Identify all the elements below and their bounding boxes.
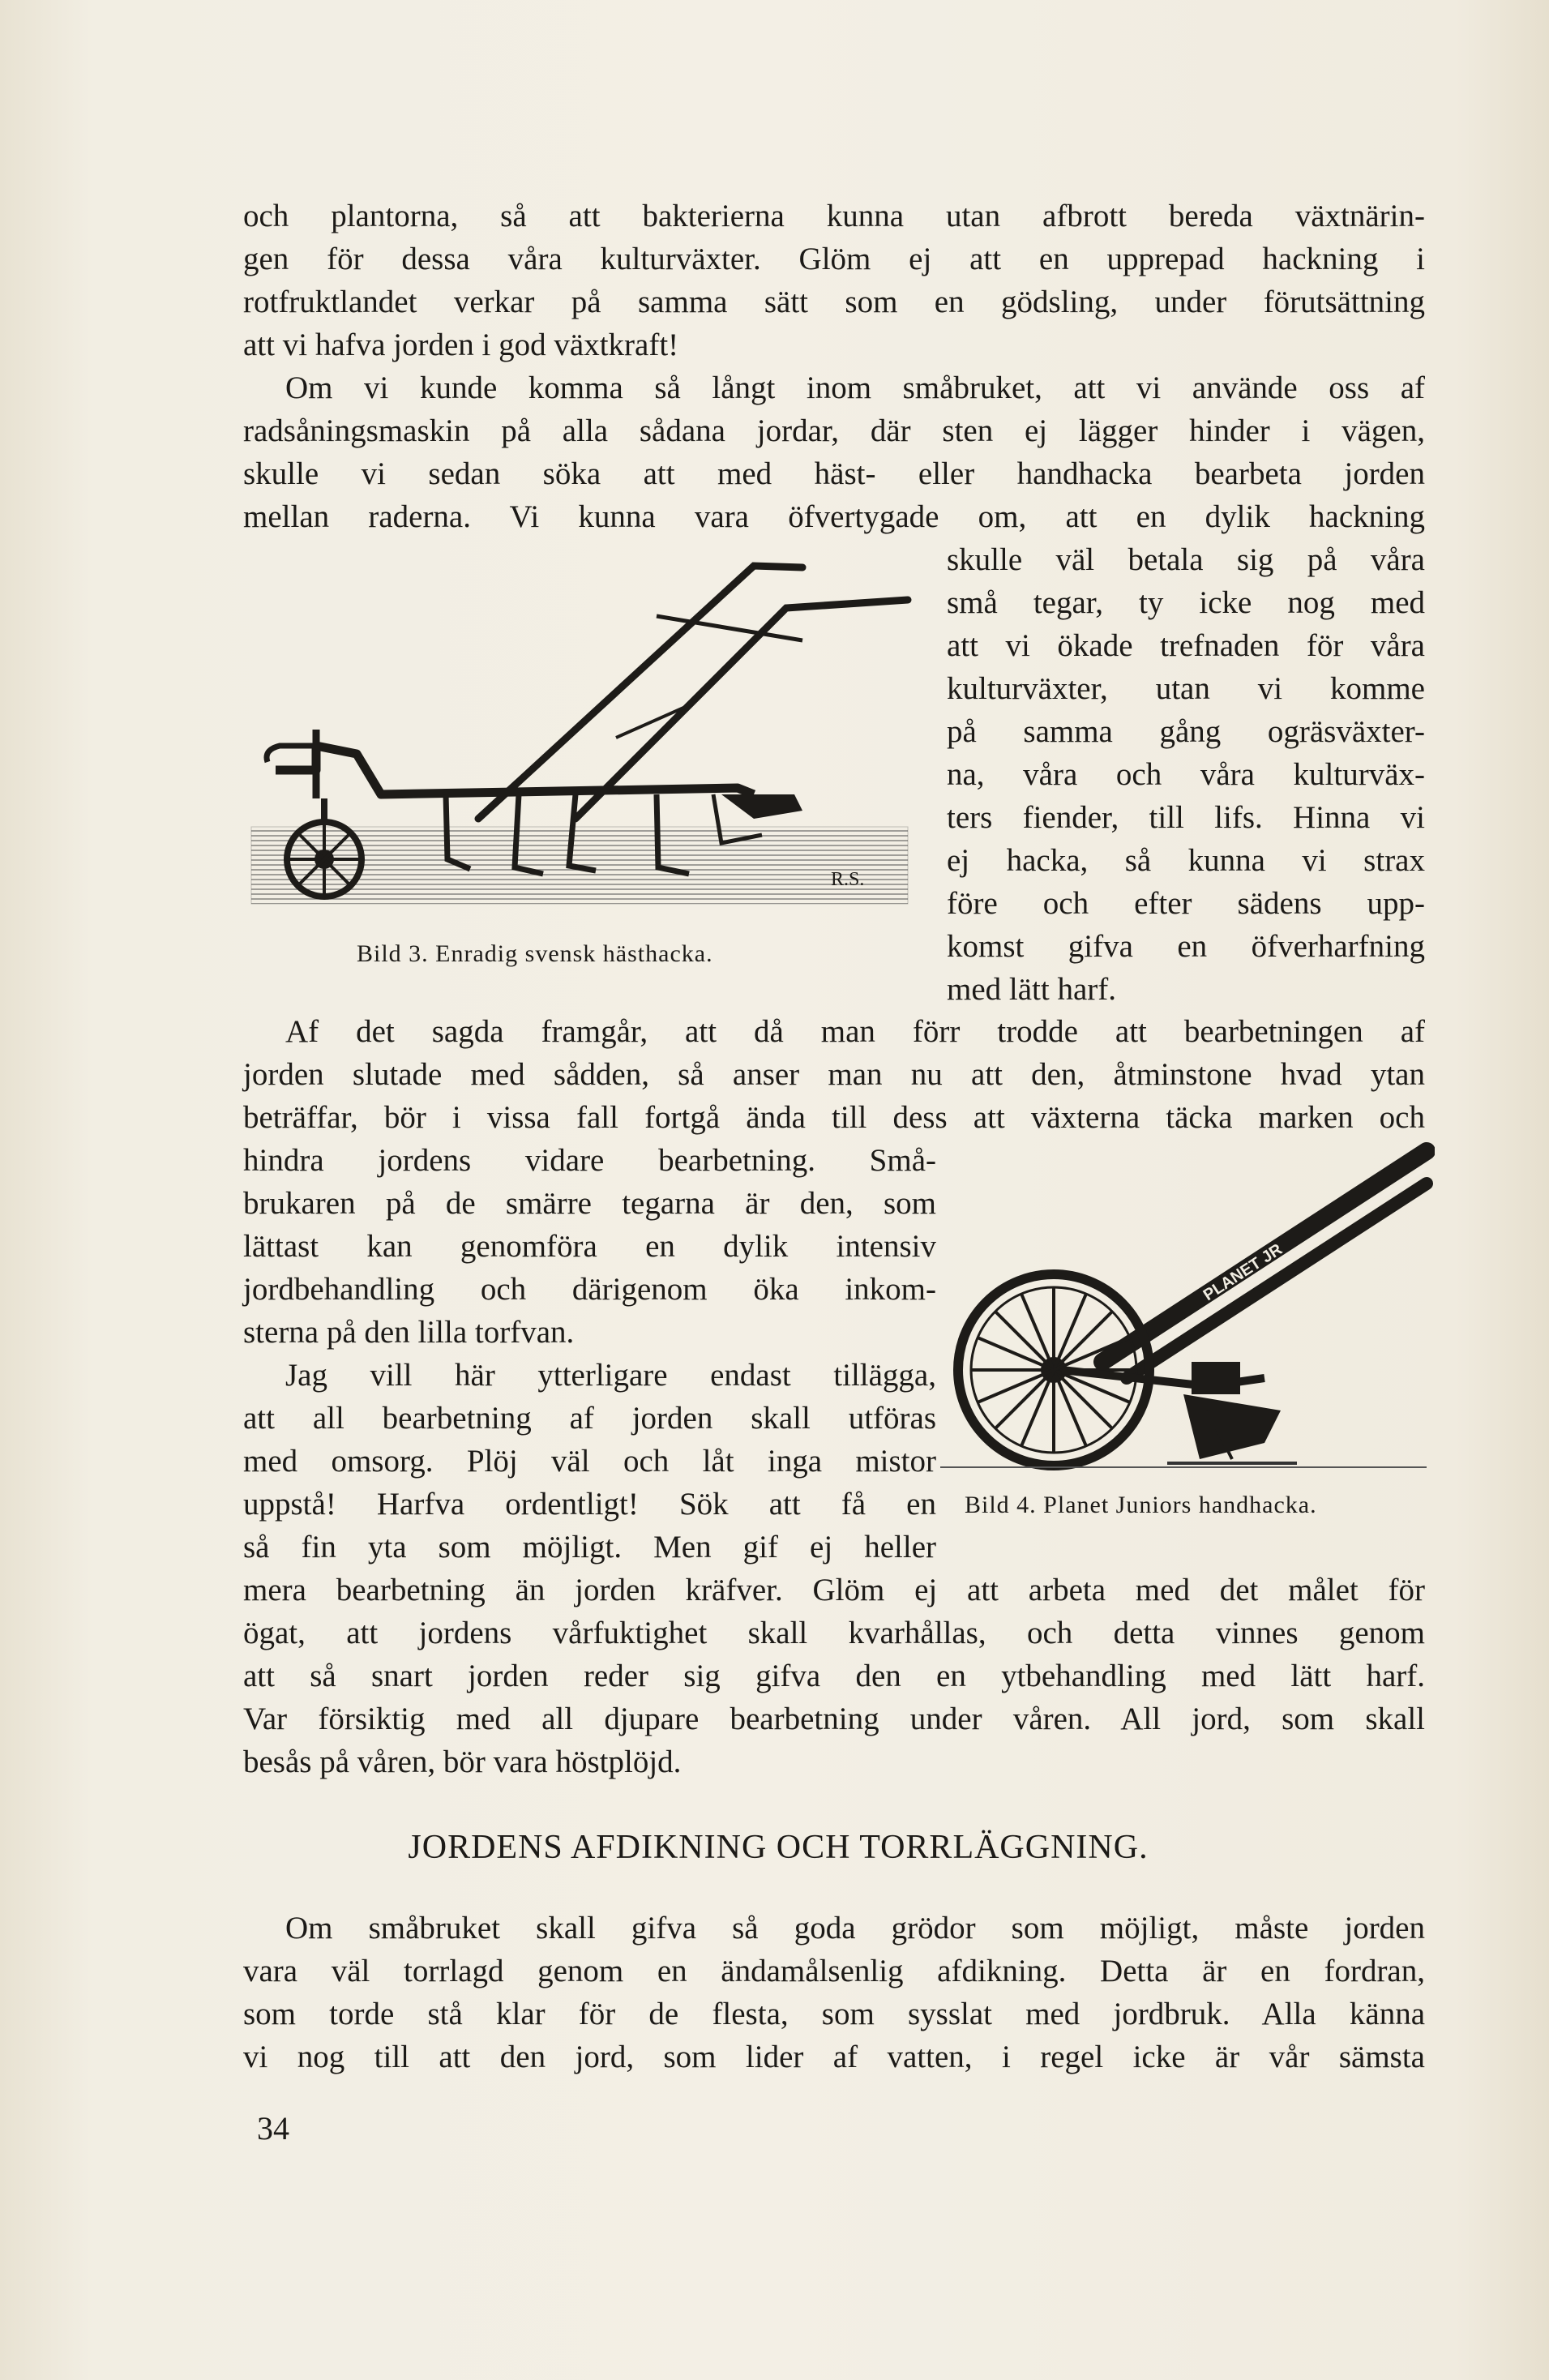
text-line: Om småbruket skall gifva så goda grödor som möjligt, måste jorden: [285, 1911, 1425, 1946]
hand-hoe-illustration: [940, 1135, 1435, 1492]
text-line: radsåningsmaskin på alla sådana jordar, där sten ej lägger hinder i vägen,: [243, 413, 1425, 448]
text-line: ögat, att jordens vårfuktighet skall kvarhållas, och detta vinnes genom: [243, 1616, 1425, 1650]
paragraph-3: [243, 1010, 1425, 1139]
paragraph-1: [243, 195, 1425, 366]
figure-3-horse-hoe: [235, 551, 916, 916]
text-line: skulle väl betala sig på våra: [947, 542, 1425, 577]
text-line: och plantorna, så att bakterierna kunna utan afbrott bereda växtnärin-: [243, 199, 1425, 233]
text-line: Om vi kunde komma så långt inom småbruket, att vi använde oss af: [285, 370, 1425, 405]
text-line: som torde stå klar för de flesta, som sysslat med jordbruk. Alla känna: [243, 1997, 1425, 2031]
text-line: att så snart jorden reder sig gifva den en ytbehandling med lätt harf.: [243, 1659, 1425, 1693]
text-line: att vi hafva jorden i god växtkraft!: [243, 327, 679, 362]
horse-hoe-illustration: [235, 551, 916, 916]
paragraph-2-wrap: [947, 538, 1425, 1011]
text-line: att vi ökade trefnaden för våra: [947, 628, 1425, 663]
page-number: 34: [257, 2110, 289, 2147]
figure-3-caption: Bild 3. Enradig svensk hästhacka.: [357, 940, 713, 967]
text-line: brukaren på de smärre tegarna är den, som: [243, 1186, 936, 1221]
text-line: Af det sagda framgår, att då man förr trodde att bearbetningen af: [285, 1014, 1425, 1049]
paragraph-2: [243, 366, 1425, 538]
text-line: vara väl torrlagd genom en ändamålsenlig afdikning. Detta är en fordran,: [243, 1954, 1425, 1988]
text-line: små tegar, ty icke nog med: [947, 585, 1425, 620]
text-line: ej hacka, så kunna vi strax: [947, 843, 1425, 878]
text-line: na, våra och våra kulturväx-: [947, 757, 1425, 792]
text-line: besås på våren, bör vara höstplöjd.: [243, 1744, 682, 1779]
text-line: beträffar, bör i vissa fall fortgå ända till dess att växterna täcka marken och: [243, 1100, 1425, 1135]
paragraph-5: [243, 1907, 1425, 2078]
text-line: Var försiktig med all djupare bearbetning under våren. All jord, som skall: [243, 1702, 1425, 1736]
paragraph-4: [243, 1354, 936, 1569]
text-line: gen för dessa våra kulturväxter. Glöm ej att en upprepad hackning i: [243, 242, 1425, 276]
figure-4-hand-hoe: [940, 1135, 1435, 1492]
text-line: sterna på den lilla torfvan.: [243, 1315, 575, 1350]
brand-label: PLANET JR: [1200, 1240, 1286, 1305]
figure-4-caption: Bild 4. Planet Juniors handhacka.: [965, 1492, 1317, 1518]
section-heading: JORDENS AFDIKNING OCH TORRLÄGGNING.: [408, 1829, 1149, 1866]
text-line: skulle vi sedan söka att med häst- eller handhacka bearbeta jorden: [243, 456, 1425, 491]
text-line: jordbehandling och därigenom öka inkom-: [243, 1272, 936, 1307]
text-line: på samma gång ogräsväxter-: [947, 714, 1425, 749]
paragraph-4-continued: [243, 1569, 1425, 1783]
text-line: med lätt harf.: [947, 972, 1116, 1007]
text-line: så fin yta som möjligt. Men gif ej heller: [243, 1530, 936, 1565]
text-line: vi nog till att den jord, som lider af vatten, i regel icke är vår sämsta: [243, 2040, 1425, 2074]
text-line: före och efter sädens upp-: [947, 886, 1425, 921]
text-line: mellan raderna. Vi kunna vara öfvertygade om, att en dylik hackning: [243, 499, 1425, 534]
engraver-mark: R.S.: [831, 869, 865, 890]
text-line: Jag vill här ytterligare endast tillägga,: [285, 1358, 936, 1393]
text-line: med omsorg. Plöj väl och låt inga mistor: [243, 1444, 936, 1479]
paragraph-3-wrap: [243, 1139, 936, 1354]
text-line: lättast kan genomföra en dylik intensiv: [243, 1229, 936, 1264]
text-line: mera bearbetning än jorden kräfver. Glöm ej att arbeta med det målet för: [243, 1573, 1425, 1607]
text-line: kulturväxter, utan vi komme: [947, 671, 1425, 706]
text-line: ters fiender, till lifs. Hinna vi: [947, 800, 1425, 835]
text-line: rotfruktlandet verkar på samma sätt som en gödsling, under förutsättning: [243, 285, 1425, 319]
text-line: hindra jordens vidare bearbetning. Små-: [243, 1143, 936, 1178]
text-line: att all bearbetning af jorden skall utföras: [243, 1401, 936, 1436]
text-line: uppstå! Harfva ordentligt! Sök att få en: [243, 1487, 936, 1522]
text-line: komst gifva en öfverharfning: [947, 929, 1425, 964]
text-line: jorden slutade med sådden, så anser man nu att den, åtminstone hvad ytan: [243, 1057, 1425, 1092]
